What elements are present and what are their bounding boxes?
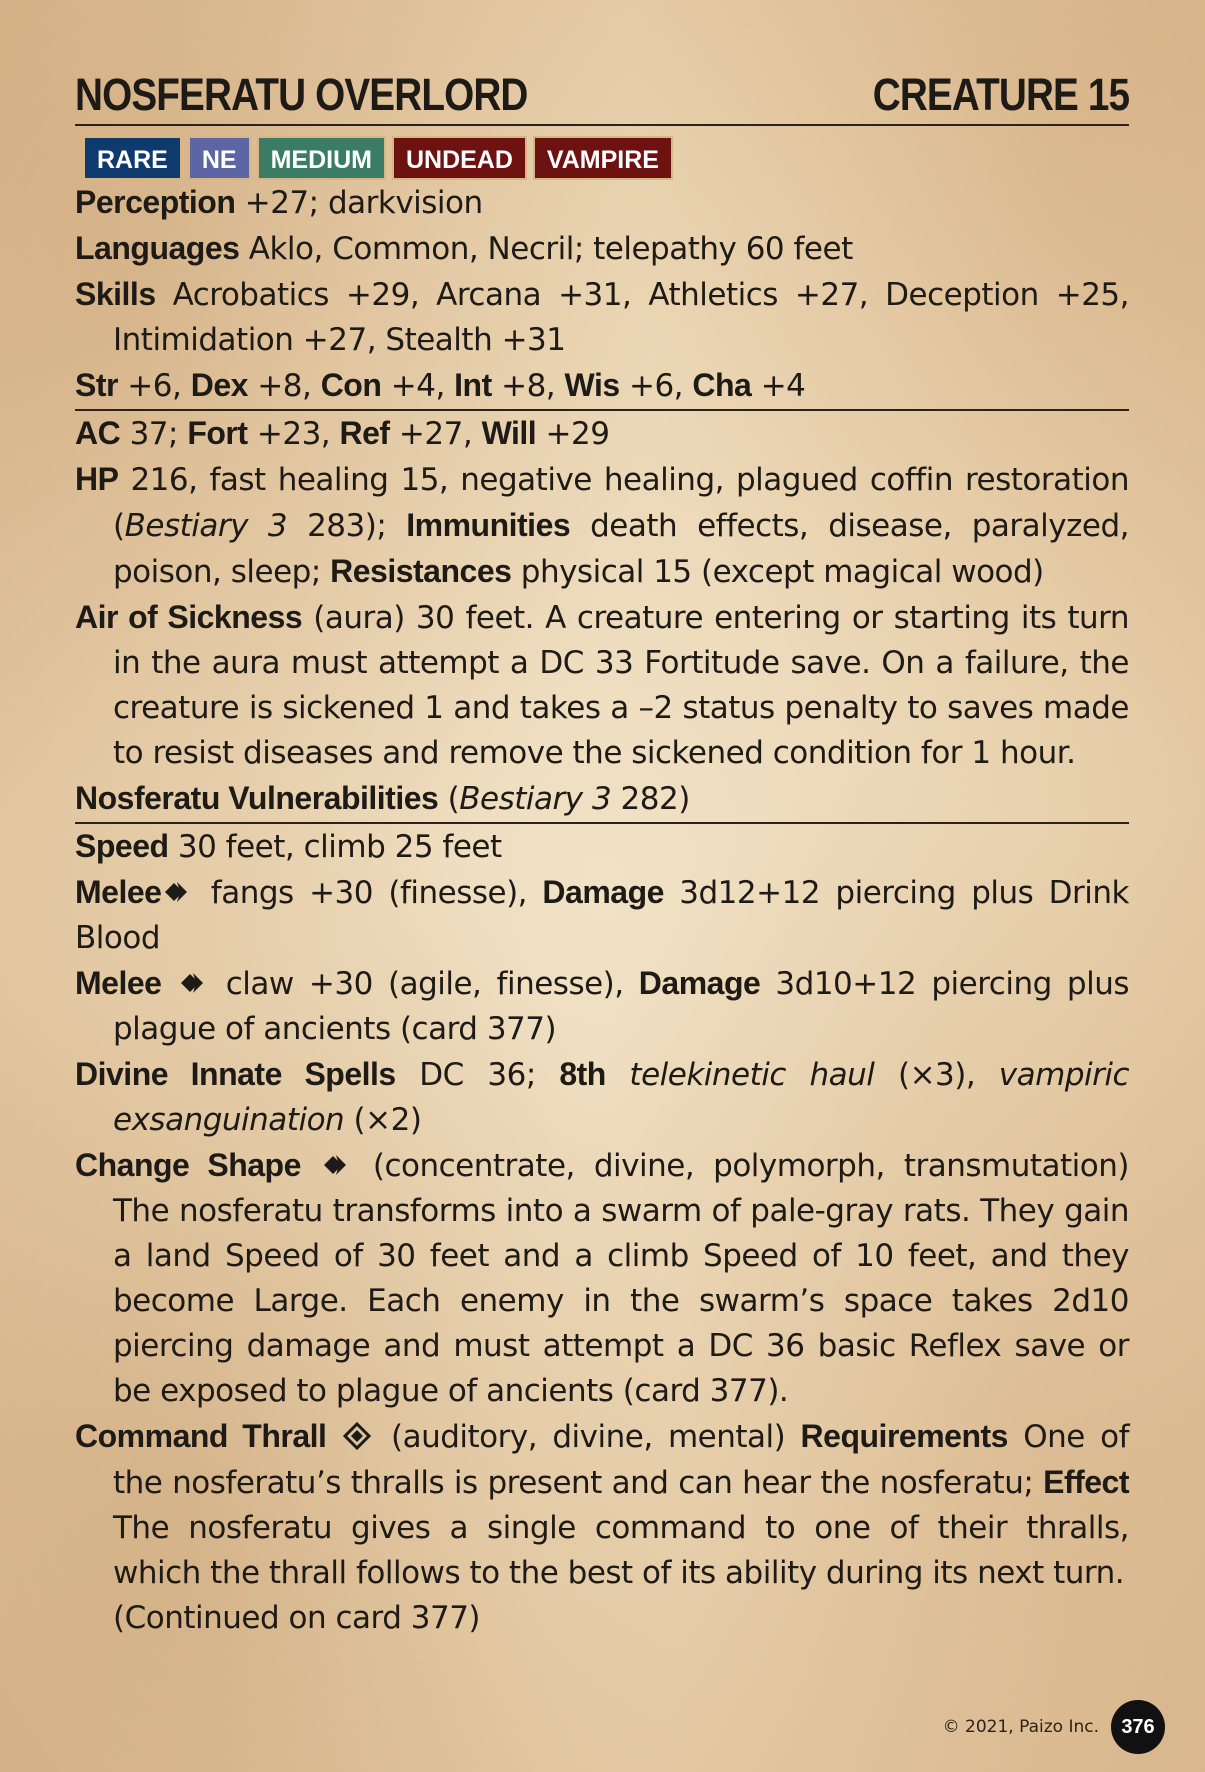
wis-value: +6, bbox=[619, 368, 693, 404]
command-thrall-line bbox=[75, 1414, 1129, 1596]
spell-rank: 8th bbox=[559, 1056, 606, 1092]
ac-value: 37; bbox=[120, 416, 188, 452]
skills-label: Skills bbox=[75, 276, 156, 312]
fort-label: Fort bbox=[187, 415, 248, 451]
ref-value: +27, bbox=[389, 416, 482, 452]
str-label: Str bbox=[75, 367, 118, 403]
trait-undead: UNDEAD bbox=[392, 136, 527, 180]
trait-list bbox=[83, 136, 1129, 180]
fort-value: +23, bbox=[247, 416, 340, 452]
damage-label: Damage bbox=[542, 874, 664, 910]
melee-label: Melee bbox=[75, 965, 162, 1001]
requirements-text: One of the nosferatu’s thralls is present and can hear the nosferatu; bbox=[113, 1419, 1130, 1501]
air-of-sickness-label: Air of Sickness bbox=[75, 599, 303, 635]
perception-label: Perception bbox=[75, 184, 236, 220]
spell-telekinetic-haul: telekinetic haul bbox=[629, 1057, 875, 1093]
str-value: +6, bbox=[117, 368, 191, 404]
footer bbox=[943, 1700, 1165, 1754]
melee-claw-line bbox=[75, 961, 1129, 1052]
immunities-value: death effects, disease, paralyzed, poison, sleep; bbox=[113, 508, 1129, 590]
hp-line bbox=[75, 457, 1129, 595]
title-row bbox=[75, 68, 1129, 126]
speed-line bbox=[75, 824, 1129, 870]
free-action-icon bbox=[342, 1421, 376, 1451]
skills-line bbox=[75, 272, 1129, 363]
ability-scores-line bbox=[75, 363, 1129, 409]
change-shape-text: (concentrate, divine, polymorph, transmutation) The nosferatu transforms into a swarm of pale-gray rats. They gain a land Speed of 30 feet and a climb Speed of 10 feet, and they become Large. Each enemy in the swarm’s space takes 2d10 piercing damage and must attempt a DC 36 basic Reflex save or be exposed to plague of ancients (card 377). bbox=[113, 1148, 1130, 1409]
vulnerabilities-line bbox=[75, 776, 1129, 822]
languages-value: Aklo, Common, Necril; telepathy 60 feet bbox=[239, 231, 853, 267]
ref-label: Ref bbox=[339, 415, 390, 451]
change-shape-label: Change Shape bbox=[75, 1147, 301, 1183]
command-thrall-label: Command Thrall bbox=[75, 1418, 327, 1454]
requirements-label: Requirements bbox=[800, 1418, 1008, 1454]
perception-value: +27; darkvision bbox=[235, 185, 483, 221]
melee-claw-damage: 3d10+12 piercing plus plague of ancients (card 377) bbox=[113, 966, 1130, 1047]
stat-block-body bbox=[75, 180, 1129, 1641]
resistances-value: physical 15 (except magical wood) bbox=[511, 554, 1044, 590]
int-value: +8, bbox=[491, 368, 565, 404]
perception-line bbox=[75, 180, 1129, 226]
melee-claw-text: claw +30 (agile, finesse), bbox=[210, 966, 639, 1002]
trait-rare: RARE bbox=[83, 136, 182, 180]
creature-name: NOSFERATU OVERLORD bbox=[75, 69, 528, 120]
dex-label: Dex bbox=[190, 367, 248, 403]
command-thrall-traits: (auditory, divine, mental) bbox=[375, 1419, 801, 1455]
trait-alignment: NE bbox=[188, 136, 251, 180]
effect-text: The nosferatu gives a single command to one of their thralls, which the thrall follows to the best of its ability during its next turn. bbox=[113, 1510, 1129, 1591]
con-label: Con bbox=[320, 367, 382, 403]
will-value: +29 bbox=[536, 416, 610, 452]
melee-fangs-text: fangs +30 (finesse), bbox=[195, 875, 543, 911]
single-action-icon bbox=[161, 877, 195, 907]
melee-fangs-damage: 3d12+12 piercing plus Drink Blood bbox=[75, 875, 1129, 956]
hp-source-book: Bestiary 3 bbox=[124, 508, 288, 544]
hp-source-page: 283); bbox=[287, 508, 407, 544]
creature-level: CREATURE 15 bbox=[872, 69, 1129, 120]
melee-label: Melee bbox=[75, 874, 162, 910]
languages-line bbox=[75, 226, 1129, 272]
trait-vampire: VAMPIRE bbox=[533, 136, 673, 180]
spell-count-1: (×3), bbox=[874, 1057, 999, 1093]
hp-value: 216, fast healing 15, negative healing, plagued coffin restoration ( bbox=[113, 462, 1129, 544]
single-action-icon bbox=[177, 968, 211, 998]
int-label: Int bbox=[454, 367, 492, 403]
stat-block-card bbox=[75, 68, 1129, 1641]
damage-label: Damage bbox=[638, 965, 761, 1001]
ac-label: AC bbox=[75, 415, 121, 451]
single-action-icon bbox=[320, 1150, 354, 1180]
languages-label: Languages bbox=[75, 230, 240, 266]
air-of-sickness-text: (aura) 30 feet. A creature entering or starting its turn in the aura must attempt a DC 33 Fortitude save. On a failure, the creature is sickened 1 and takes a –2 status penalty to saves made to resist diseases and remove the sickened condition for 1 hour. bbox=[113, 600, 1130, 771]
skills-value: Acrobatics +29, Arcana +31, Athletics +27, Deception +25, Intimidation +27, Stealth +31 bbox=[113, 277, 1129, 358]
cha-label: Cha bbox=[692, 367, 752, 403]
immunities-label: Immunities bbox=[406, 507, 571, 543]
change-shape-line bbox=[75, 1143, 1129, 1414]
speed-value: 30 feet, climb 25 feet bbox=[168, 829, 502, 865]
hp-label: HP bbox=[75, 461, 119, 497]
copyright-notice: © 2021, Paizo Inc. bbox=[942, 1717, 1099, 1737]
con-value: +4, bbox=[381, 368, 455, 404]
speed-label: Speed bbox=[75, 828, 169, 864]
will-label: Will bbox=[481, 415, 537, 451]
vulnerabilities-label: Nosferatu Vulnerabilities bbox=[75, 780, 439, 816]
resistances-label: Resistances bbox=[330, 553, 512, 589]
dex-value: +8, bbox=[247, 368, 321, 404]
cha-value: +4 bbox=[751, 368, 806, 404]
defense-line bbox=[75, 411, 1129, 457]
air-of-sickness-line bbox=[75, 595, 1129, 776]
vulnerabilities-source-book: Bestiary 3 bbox=[459, 781, 612, 817]
vulnerabilities-open: ( bbox=[438, 781, 460, 817]
spell-vampiric-exsanguination: vampiric exsanguination bbox=[113, 1057, 1130, 1138]
melee-fangs-line bbox=[75, 870, 1129, 961]
trait-size: MEDIUM bbox=[257, 136, 386, 180]
spells-label: Divine Innate Spells bbox=[75, 1056, 396, 1092]
spells-line bbox=[75, 1052, 1129, 1143]
spell-count-2: (×2) bbox=[344, 1102, 422, 1138]
effect-label: Effect bbox=[1043, 1464, 1129, 1500]
spells-dc: DC 36; bbox=[395, 1057, 560, 1093]
continued-note: (Continued on card 377) bbox=[113, 1600, 481, 1636]
card-number-badge: 376 bbox=[1111, 1700, 1165, 1754]
wis-label: Wis bbox=[564, 367, 620, 403]
vulnerabilities-source-page: 282) bbox=[611, 781, 690, 817]
